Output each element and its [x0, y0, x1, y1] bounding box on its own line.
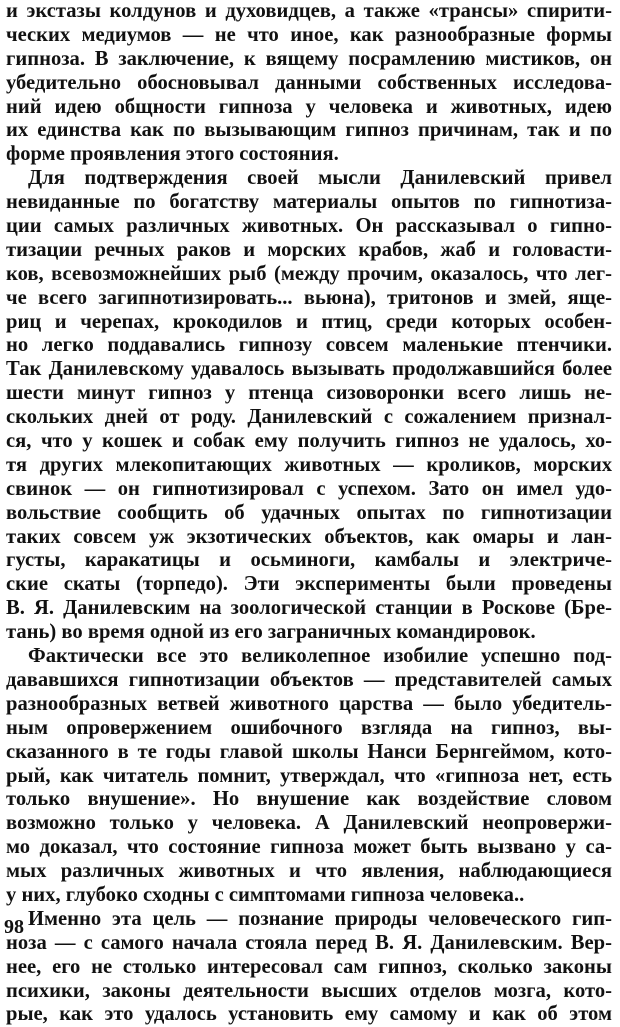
text-line: густы, каракатицы и осьминоги, камбалы и электриче- [6, 549, 612, 572]
text-line: у них, глубоко сходны с симптомами гипноза человека.. [6, 883, 525, 906]
text-line: мо доказал, что состояние гипноза может быть вызвано у са- [6, 836, 612, 859]
text-line: психики, законы деятельности высших отделов мозга, кото- [6, 979, 612, 1002]
text-line: тя других млекопитающих животных — кроликов, морских [6, 453, 612, 476]
text-line: В. Я. Данилевским на зоологической станции в Роскове (Бре- [6, 597, 612, 620]
text-line: ков, всевозможнейших рыб (между прочим, оказалось, что лег- [6, 262, 612, 285]
text-line: нее, его не столько интересовал сам гипноз, сколько законы [6, 955, 612, 978]
text-line: ний идею общности гипноза у человека и животных, идею [6, 95, 612, 118]
text-line: гипноза. В заключение, к вящему посрамлению мистиков, он [6, 47, 612, 70]
text-line: че всего загипнотизировать... вьюна), тритонов и змей, яще- [6, 286, 612, 309]
text-line: свинок — он гипнотизировал с успехом. Зато он имел удо- [6, 477, 612, 500]
text-line: и экстазы колдунов и духовидцев, а также «трансы» спирити- [6, 0, 612, 22]
text-line: Для подтверждения своей мысли Данилевский привел [28, 167, 612, 190]
text-line: форме проявления этого состояния. [6, 143, 339, 166]
text-line: риц и черепах, крокодилов и птиц, среди которых особен- [6, 310, 612, 333]
text-line: сказанного в те годы главой школы Нанси Бернгеймом, кото- [6, 740, 612, 763]
text-line: вольствие сообщить об удачных опытах по гипнотизации [6, 501, 612, 524]
text-line: невиданные по богатству материалы опытов по гипнотиза- [6, 191, 612, 214]
text-line: ся, что у кошек и собак ему получить гипноз не удалось, хо- [6, 430, 612, 453]
text-line: таких совсем уж экзотических объектов, как омары и лан- [6, 525, 612, 548]
text-line: ноза — с самого начала стояла перед В. Я. Данилевским. Вер- [6, 931, 612, 954]
text-line: Фактически все это великолепное изобилие успешно под- [28, 645, 612, 668]
text-line: возможно только у человека. А Данилевский неопровержи- [6, 812, 612, 835]
text-line: ские скаты (торпедо). Эти эксперименты были проведены [6, 573, 612, 596]
text-line: шести минут гипноз у птенца сизоворонки всего лишь не- [6, 382, 612, 405]
text-line: мых различных животных и что явления, наблюдающиеся [6, 860, 612, 883]
text-line: дававшихся гипнотизации объектов — представителей самых [6, 668, 612, 691]
text-line: только внушение». Но внушение как воздействие словом [6, 788, 612, 811]
text-line: тизации речных раков и морских крабов, жаб и головасти- [6, 238, 612, 261]
text-line: их единства как по вызывающим гипноз причинам, так и по [6, 119, 612, 142]
text-line: ным опровержением ошибочного взгляда на гипноз, вы- [6, 716, 612, 739]
body-text [6, 0, 612, 1027]
text-line: убедительно обосновывал данными собственных исследова- [6, 71, 612, 94]
text-line: скольких дней от роду. Данилевский с сожалением признал- [6, 406, 612, 429]
text-line: Так Данилевскому удавалось вызывать продолжавшийся более [6, 358, 612, 381]
text-line: но легко поддавались гипнозу совсем маленькие птенчики. [6, 334, 612, 357]
text-line: рые, как это удалось установить ему самому и как об этом [6, 1003, 612, 1026]
text-line: Именно эта цель — познание природы человеческого гип- [28, 907, 612, 930]
text-line: ции самых различных животных. Он рассказывал о гипно- [6, 215, 612, 238]
page-number: 98 [4, 916, 24, 938]
text-line: ческих медиумов — не что иное, как разнообразные формы [6, 23, 612, 46]
text-line: тань) во время одной из его заграничных командировок. [6, 621, 536, 644]
text-line: разнообразных ветвей животного царства — было убедитель- [6, 692, 612, 715]
text-line: рый, как читатель помнит, утверждал, что «гипноза нет, есть [6, 764, 612, 787]
